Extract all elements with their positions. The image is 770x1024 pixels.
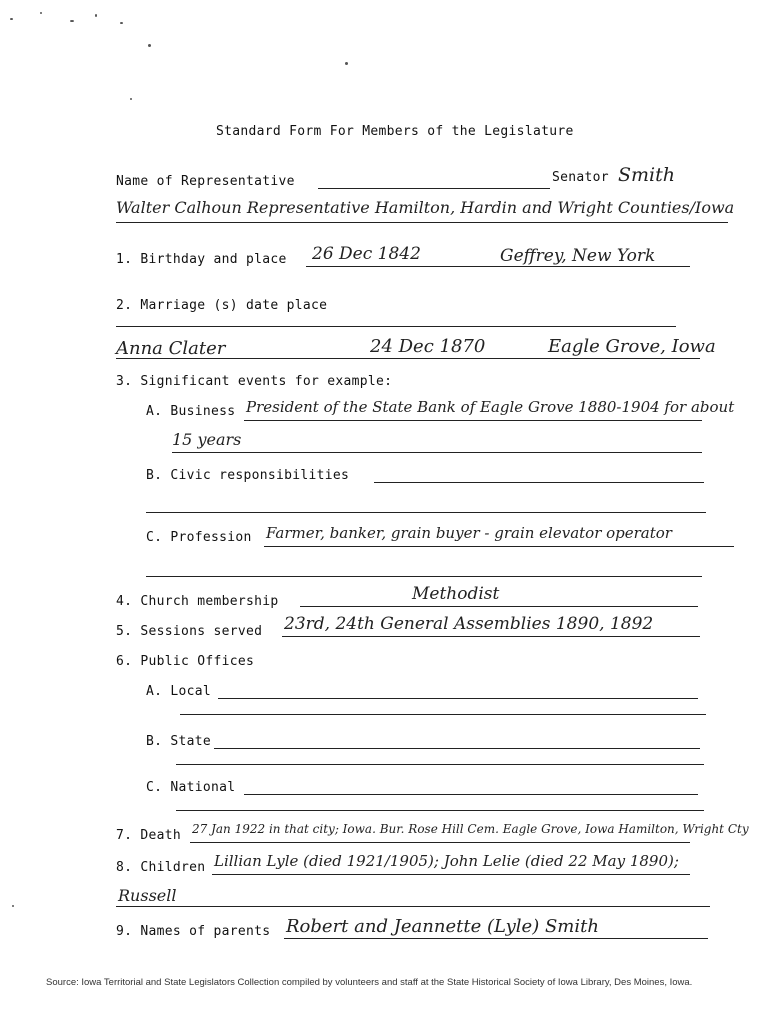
offices-local-rule-1 [218, 698, 698, 699]
birth-place: Geffrey, New York [500, 246, 656, 266]
offices-local-rule-2 [180, 714, 706, 715]
source-footer: Source: Iowa Territorial and State Legislators Collection compiled by volunteers and staff at the State Historical Society of Iowa Library, Des Moines, Iowa. [46, 977, 693, 988]
name-rule [318, 188, 550, 189]
business-label: A. Business [146, 404, 236, 419]
church-label: 4. Church membership [116, 594, 279, 609]
birthday-label: 1. Birthday and place [116, 252, 287, 267]
parents-rule [284, 938, 708, 939]
children-rule-1 [212, 874, 690, 875]
sessions-label: 5. Sessions served [116, 624, 263, 639]
sessions-rule [282, 636, 700, 637]
children-value: Lillian Lyle (died 1921/1905); John Lelie (died 22 May 1890); [214, 852, 679, 870]
offices-national-rule-2 [176, 810, 704, 811]
church-rule [300, 606, 698, 607]
senator-label: Senator [552, 170, 609, 185]
offices-national-rule-1 [244, 794, 698, 795]
scan-speck [40, 12, 42, 14]
children-value-2: Russell [118, 886, 177, 905]
church-value: Methodist [412, 584, 500, 604]
business-rule-2 [172, 452, 702, 453]
marriage-rule-1 [116, 326, 676, 327]
profession-rule-1 [264, 546, 734, 547]
offices-national-label: C. National [146, 780, 236, 795]
form-title: Standard Form For Members of the Legislature [216, 124, 574, 139]
scan-speck [345, 62, 348, 65]
scan-speck [12, 905, 14, 907]
marriage-rule-2 [116, 358, 700, 359]
events-label: 3. Significant events for example: [116, 374, 393, 389]
profession-value: Farmer, banker, grain buyer - grain elevator operator [266, 524, 672, 542]
scan-speck [148, 44, 151, 47]
marriage-label: 2. Marriage (s) date place [116, 298, 328, 313]
civic-label: B. Civic responsibilities [146, 468, 350, 483]
birthday-rule [306, 266, 690, 267]
business-value-2: 15 years [172, 430, 242, 449]
birth-date: 26 Dec 1842 [312, 244, 421, 264]
name-value: Walter Calhoun Representative Hamilton, Hardin and Wright Counties/Iowa [116, 198, 735, 217]
scan-speck [70, 20, 74, 22]
sessions-value: 23rd, 24th General Assemblies 1890, 1892 [284, 614, 654, 634]
parents-label: 9. Names of parents [116, 924, 271, 939]
senator-value: Smith [618, 164, 675, 186]
death-value: 27 Jan 1922 in that city; Iowa. Bur. Rose Hill Cem. Eagle Grove, Iowa Hamilton, Wright Cty [192, 822, 749, 836]
marriage-place: Eagle Grove, Iowa [548, 336, 716, 357]
scan-speck [120, 22, 123, 24]
name-label: Name of Representative [116, 174, 295, 189]
death-label: 7. Death [116, 828, 182, 843]
business-rule-1 [244, 420, 702, 421]
offices-state-label: B. State [146, 734, 212, 749]
offices-local-label: A. Local [146, 684, 212, 699]
civic-rule-1 [374, 482, 704, 483]
civic-rule-2 [146, 512, 706, 513]
offices-state-rule-2 [176, 764, 704, 765]
scan-speck [95, 14, 97, 17]
scan-speck [10, 18, 13, 20]
profession-rule-2 [146, 576, 702, 577]
offices-state-rule-1 [214, 748, 700, 749]
death-rule [190, 842, 690, 843]
marriage-spouse: Anna Clater [116, 338, 226, 359]
scan-speck [130, 98, 132, 100]
name-value-rule [116, 222, 728, 223]
marriage-date: 24 Dec 1870 [370, 336, 486, 357]
profession-label: C. Profession [146, 530, 252, 545]
children-rule-2 [116, 906, 710, 907]
parents-value: Robert and Jeannette (Lyle) Smith [286, 916, 599, 937]
children-label: 8. Children [116, 860, 206, 875]
business-value: President of the State Bank of Eagle Grove 1880-1904 for about [246, 398, 735, 416]
offices-label: 6. Public Offices [116, 654, 255, 669]
